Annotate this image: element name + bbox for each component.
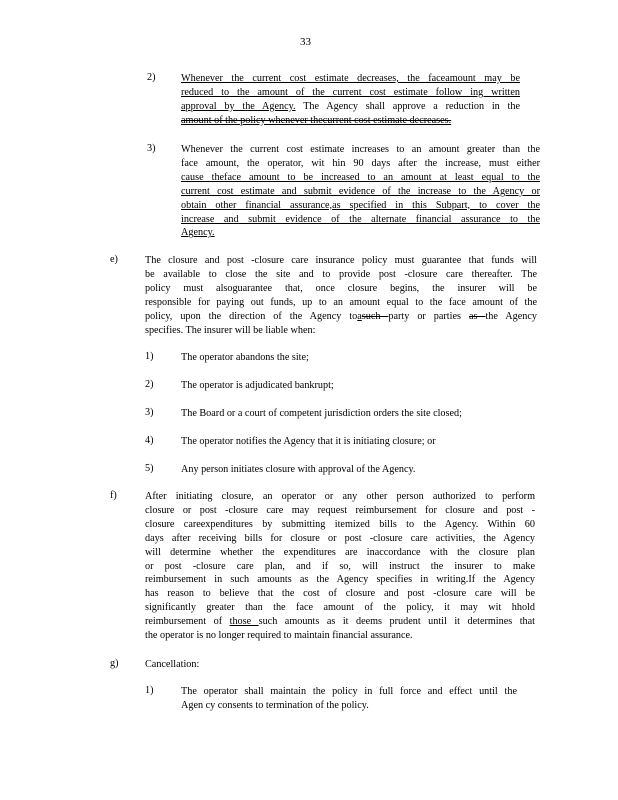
text-run: closure or post -closure care may request reimbursement for closure and post - [145, 504, 535, 516]
text-line [181, 407, 462, 421]
text-line [181, 213, 540, 227]
text-run: Cancellation: [145, 659, 200, 670]
item-text [181, 143, 540, 240]
text-run: The operator is adjudicated bankrupt; [181, 380, 334, 391]
text-line [145, 546, 535, 560]
item-label: 3) [147, 143, 156, 154]
text-line [145, 504, 535, 518]
text-run: or post -closure care plan, and if so, will instruct the insurer to make [145, 560, 535, 572]
text-run: will determine whether the expenditures are inaccordance with the closure plan [145, 546, 535, 558]
text-run: reimbursement in such amounts as the Agency specifies in writing.If the Agency [145, 574, 535, 586]
text-line [145, 601, 535, 615]
text-run: specifies. The insurer will be liable when: [145, 324, 316, 336]
item-text [181, 685, 517, 713]
item-text [181, 72, 520, 128]
text-line [145, 282, 537, 296]
item-label: g) [110, 658, 119, 669]
item-label: 1) [145, 685, 154, 696]
text-line [181, 185, 540, 199]
item-label: 3) [145, 407, 154, 418]
text-run: The operator shall maintain the policy in full force and effect until the [181, 686, 517, 697]
text-run: obtain other financial assurance,as specified in this Subpart, to cover the [181, 199, 540, 211]
text-line [181, 157, 540, 171]
text-line [181, 100, 520, 114]
text-line [181, 699, 517, 713]
text-run: The operator notifies the Agency that it is initiating closure; or [181, 436, 436, 447]
item-text [181, 435, 436, 449]
item-label: f) [110, 490, 117, 501]
text-line [181, 199, 540, 213]
text-run: such amounts as it deems prudent until it determines that [258, 616, 535, 628]
text-run: The Agency shall approve a reduction in the [295, 100, 520, 112]
text-run: policy, upon the direction of the Agency to [145, 310, 358, 322]
text-run: The Board or a court of competent jurisdiction orders the site closed; [181, 408, 462, 419]
text-run: approval by the Agency. [181, 100, 296, 112]
text-run: be available to close the site and to provide post -closure care thereafter. The [145, 268, 537, 280]
text-run: Whenever the current cost estimate increases to an amount greater than the [181, 144, 540, 155]
text-run: face amount, the operator, wit hin 90 days after the increase, must either [181, 157, 540, 169]
page-number: 33 [300, 36, 311, 48]
text-line [181, 379, 334, 393]
text-line [181, 86, 520, 100]
text-line [145, 532, 535, 546]
text-run: policy must alsoguarantee that, once closure begins, the insurer will be [145, 282, 537, 294]
text-line [145, 629, 535, 643]
text-run: reimbursement of [145, 616, 230, 628]
text-run: a [357, 310, 362, 322]
text-line [145, 254, 537, 268]
text-line [145, 573, 535, 587]
item-label: 2) [147, 72, 156, 83]
text-run: amount of the policy whenever thecurrent cost estimate decreases. [181, 114, 452, 126]
text-run: the Agency [485, 310, 537, 322]
text-line [145, 268, 537, 282]
text-run: After initiating closure, an operator or any other person authorized to perform [145, 491, 535, 502]
text-line [181, 114, 520, 128]
item-label: 4) [145, 435, 154, 446]
text-run: Any person initiates closure with approval of the Agency. [181, 464, 416, 475]
text-line [145, 490, 535, 504]
text-run: significantly greater than the face amount of the policy, it may wit hhold [145, 602, 535, 614]
item-label: 2) [145, 379, 154, 390]
text-run: closure careexpenditures by submitting itemized bills to the Agency. Within 60 [145, 518, 535, 530]
item-label: 5) [145, 463, 154, 474]
text-line [145, 296, 537, 310]
item-text [181, 351, 309, 365]
text-run: current cost estimate and submit evidence of the increase to the Agency or [181, 185, 540, 197]
text-run: Agency. [181, 227, 215, 239]
item-text [145, 254, 537, 337]
item-label: e) [110, 254, 118, 265]
text-line [181, 143, 540, 157]
text-run: responsible for paying out funds, up to an amount equal to the face amount of the [145, 296, 537, 308]
text-line [181, 351, 309, 365]
text-line [181, 435, 436, 449]
item-label: 1) [145, 351, 154, 362]
item-text [145, 490, 535, 643]
text-run: increase and submit evidence of the alternate financial assurance to the [181, 213, 540, 225]
item-text [181, 379, 334, 393]
text-run: The operator abandons the site; [181, 352, 309, 363]
text-line [181, 463, 415, 477]
text-line [145, 560, 535, 574]
text-line [145, 615, 535, 629]
text-line [181, 72, 520, 86]
text-run: such [361, 310, 389, 322]
text-run: party or parties [388, 310, 469, 322]
text-line [145, 587, 535, 601]
text-run: as [468, 310, 486, 322]
text-run: those [229, 616, 259, 628]
text-line [181, 171, 540, 185]
text-run: The closure and post -closure care insurance policy must guarantee that funds will [145, 255, 537, 266]
text-line [145, 658, 199, 672]
text-run: reduced to the amount of the current cost estimate follow ing written [181, 86, 520, 98]
text-run: Agen cy consents to termination of the policy. [181, 699, 369, 711]
text-line [145, 518, 535, 532]
text-line [181, 685, 517, 699]
text-run: the operator is no longer required to maintain financial assurance. [145, 630, 413, 642]
text-run: days after receiving bills for closure or post -closure care activities, the Agency [145, 532, 535, 544]
text-line [145, 324, 537, 338]
item-text [181, 407, 462, 421]
text-run: cause theface amount to be increased to an amount at least equal to the [181, 171, 540, 183]
text-line [145, 310, 537, 324]
item-text [181, 463, 415, 477]
item-text [145, 658, 199, 672]
text-line [181, 226, 540, 240]
text-run: Whenever the current cost estimate decreases, the faceamount may be [181, 73, 520, 84]
text-run: has reason to believe that the cost of closure and post -closure care will be [145, 588, 535, 600]
